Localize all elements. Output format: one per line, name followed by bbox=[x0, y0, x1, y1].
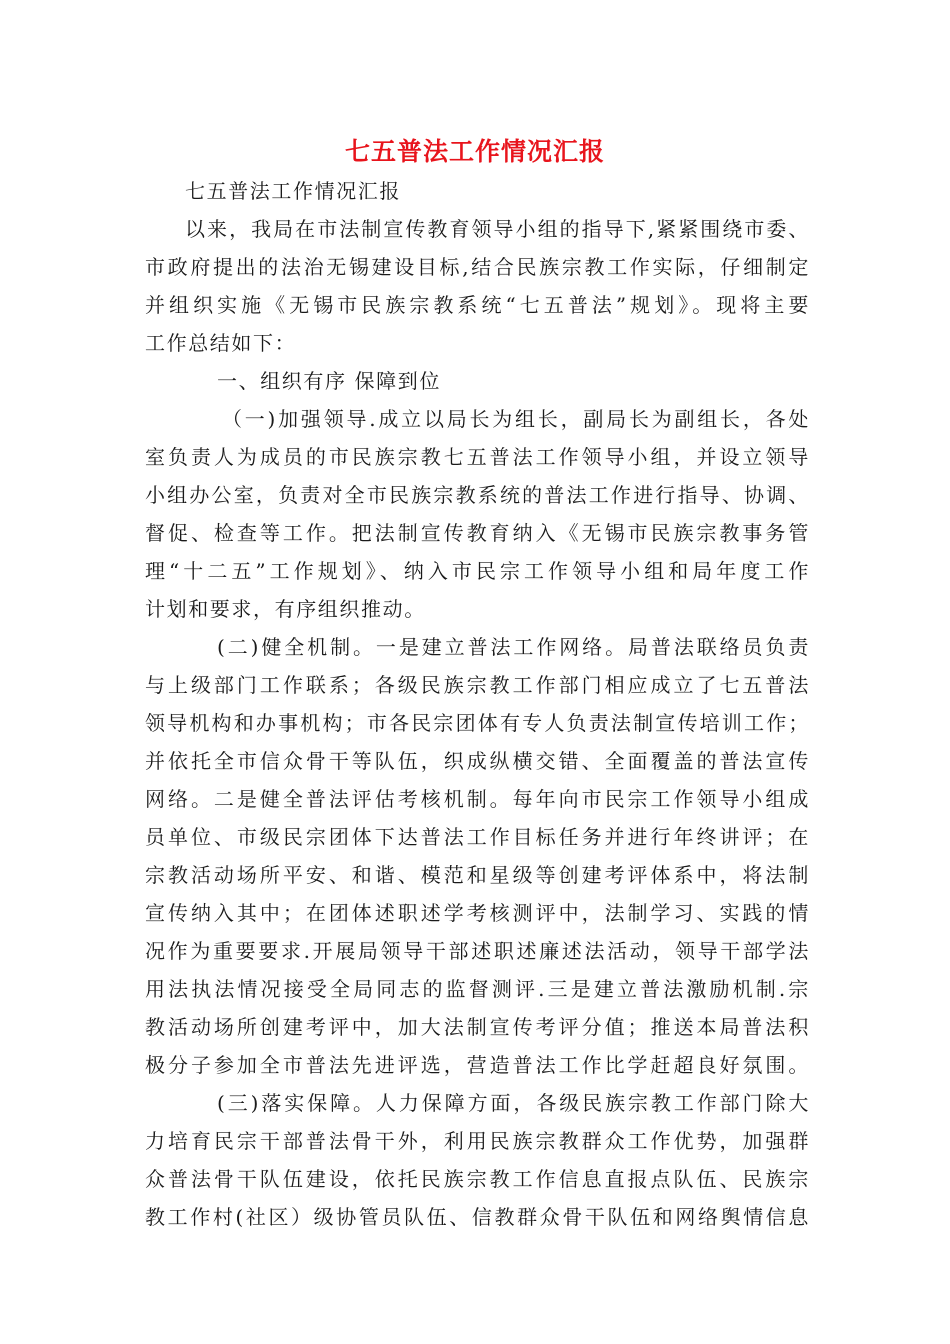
text-line: 理“十二五”工作规划》、纳入市民宗工作领导小组和局年度工作 bbox=[145, 559, 810, 583]
text-line: 员单位、市级民宗团体下达普法工作目标任务并进行年终讲评；在 bbox=[145, 825, 810, 849]
text-line: 督促、检查等工作。把法制宣传教育纳入《无锡市民族宗教事务管 bbox=[145, 521, 810, 545]
text-line: 领导机构和办事机构；市各民宗团体有专人负责法制宣传培训工作； bbox=[145, 711, 810, 735]
text-line: 并依托全市信众骨干等队伍，织成纵横交错、全面覆盖的普法宣传 bbox=[145, 749, 810, 773]
text-line: 室负责人为成员的市民族宗教七五普法工作领导小组，并设立领导 bbox=[145, 445, 810, 469]
text-line: 市政府提出的法治无锡建设目标,结合民族宗教工作实际，仔细制定 bbox=[145, 255, 810, 279]
subtitle-line: 七五普法工作情况汇报 bbox=[185, 179, 401, 203]
text-line: 宗教活动场所平安、和谐、模范和星级等创建考评体系中，将法制 bbox=[145, 863, 810, 887]
text-line: 计划和要求，有序组织推动。 bbox=[145, 597, 426, 621]
text-line: 力培育民宗干部普法骨干外，利用民族宗教群众工作优势，加强群 bbox=[145, 1129, 810, 1153]
document-body bbox=[145, 172, 810, 1236]
text-line: (三)落实保障。人力保障方面，各级民族宗教工作部门除大 bbox=[217, 1091, 810, 1115]
text-line: 小组办公室，负责对全市民族宗教系统的普法工作进行指导、协调、 bbox=[145, 483, 810, 507]
text-line: 教工作村(社区）级协管员队伍、信教群众骨干队伍和网络舆情信息 bbox=[145, 1205, 810, 1229]
text-line: 用法执法情况接受全局同志的监督测评.三是建立普法激励机制.宗 bbox=[145, 977, 810, 1001]
text-line: 宣传纳入其中；在团体述职述学考核测评中，法制学习、实践的情 bbox=[145, 901, 810, 925]
text-line: 极分子参加全市普法先进评选，营造普法工作比学赶超良好氛围。 bbox=[145, 1053, 810, 1077]
text-line: 工作总结如下： bbox=[145, 331, 297, 355]
text-line: 教活动场所创建考评中，加大法制宣传考评分值；推送本局普法积 bbox=[145, 1015, 810, 1039]
text-line: 与上级部门工作联系；各级民族宗教工作部门相应成立了七五普法 bbox=[145, 673, 810, 697]
text-line: 况作为重要要求.开展局领导干部述职述廉述法活动，领导干部学法 bbox=[145, 939, 810, 963]
text-line: 并组织实施《无锡市民族宗教系统“七五普法”规划》。现将主要 bbox=[145, 293, 810, 317]
text-line: (二)健全机制。一是建立普法工作网络。局普法联络员负责 bbox=[217, 635, 810, 659]
text-line: （一)加强领导.成立以局长为组长，副局长为副组长，各处 bbox=[222, 407, 810, 431]
text-line: 以来，我局在市法制宣传教育领导小组的指导下,紧紧围绕市委、 bbox=[185, 217, 810, 241]
section-heading: 一、组织有序 保障到位 bbox=[217, 369, 441, 393]
document-title: 七五普法工作情况汇报 bbox=[344, 137, 605, 166]
text-line: 网络。二是健全普法评估考核机制。每年向市民宗工作领导小组成 bbox=[145, 787, 810, 811]
text-line: 众普法骨干队伍建设，依托民族宗教工作信息直报点队伍、民族宗 bbox=[145, 1167, 810, 1191]
